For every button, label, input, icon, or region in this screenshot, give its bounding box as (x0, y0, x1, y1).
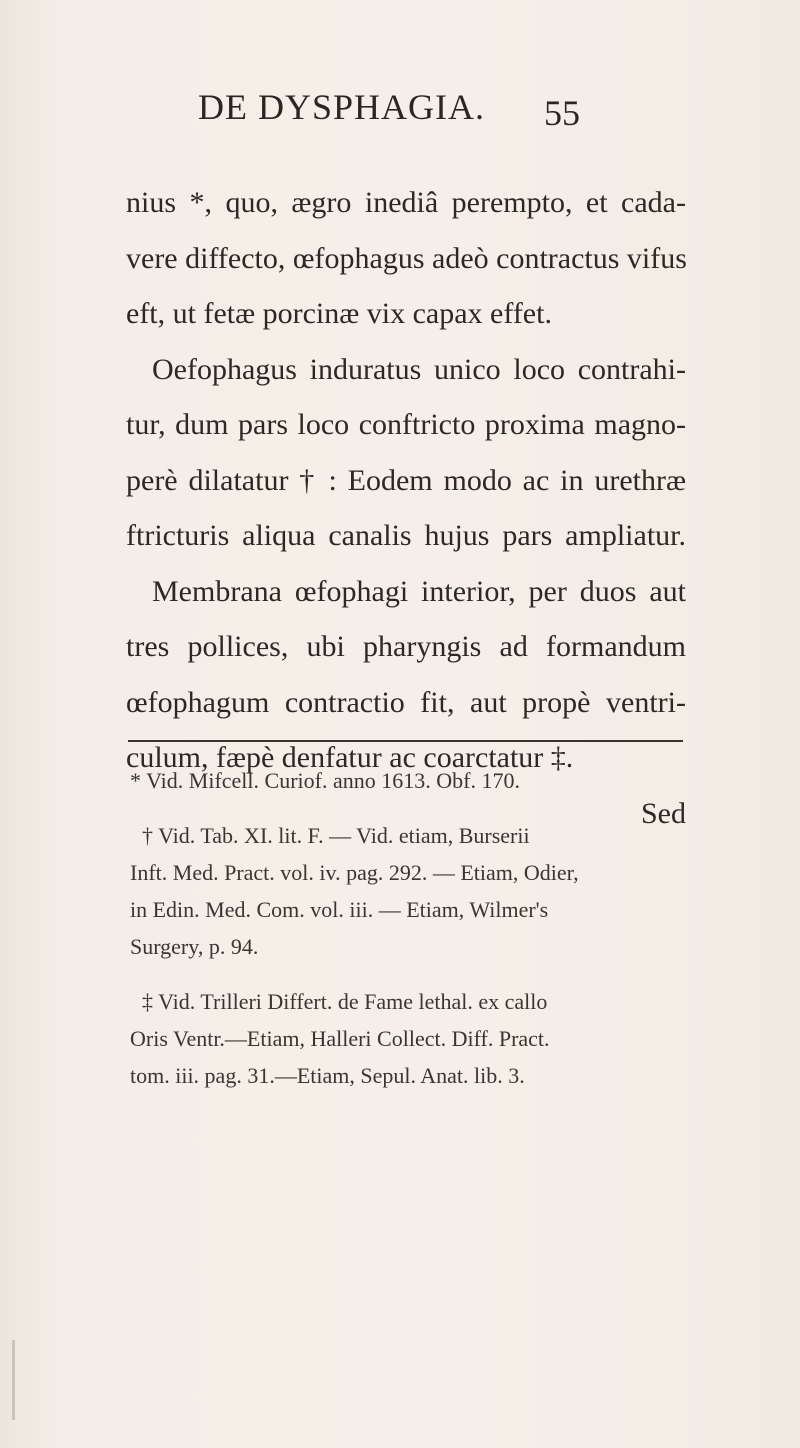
footnote (130, 817, 690, 965)
binding-shadow (12, 1340, 15, 1420)
text-line: œfophagum contractio fit, aut propè ventri- (126, 685, 686, 719)
text-line: perè dilatatur † : Eodem modo ac in urethræ (126, 463, 686, 497)
footnote-line: Inft. Med. Pract. vol. iv. pag. 292. — Etiam, Odier, (130, 860, 579, 885)
footnote-line: † Vid. Tab. XI. lit. F. — Vid. etiam, Burserii (142, 823, 530, 848)
text-line: eft, ut fetæ porcinæ vix capax effet. (126, 297, 552, 330)
footnotes (130, 762, 690, 1112)
text-line: Membrana œfophagi interior, per duos aut (152, 574, 686, 608)
footnote-line: Surgery, p. 94. (130, 934, 259, 959)
text-line: tres pollices, ubi pharyngis ad formandum (126, 630, 686, 663)
footnote (130, 983, 690, 1094)
text-line: tur, dum pars loco conftricto proxima magno- (126, 408, 686, 441)
footnote-rule (128, 740, 683, 742)
footnote-line: Oris Ventr.—Etiam, Halleri Collect. Diff. Pract. (130, 1026, 550, 1051)
text-line: culum, fæpè denfatur ac coarctatur ‡. (126, 741, 574, 774)
text-line: ftricturis aliqua canalis hujus pars ampliatur. (126, 519, 686, 552)
footnote-line: in Edin. Med. Com. vol. iii. — Etiam, Wilmer's (130, 897, 549, 922)
text-line: Oefophagus induratus unico loco contrahi- (152, 352, 686, 386)
text-line: nius *, quo, ægro inediâ perempto, et cada- (126, 186, 686, 219)
footnote (130, 762, 690, 799)
footnote-line: tom. iii. pag. 31.—Etiam, Sepul. Anat. lib. 3. (130, 1063, 525, 1088)
page-number: 55 (544, 93, 580, 133)
page-header (0, 86, 800, 133)
footnote-line: * Vid. Mifcell. Curiof. anno 1613. Obf. 170. (130, 768, 520, 793)
text-line: vere diffecto, œfophagus adeò contractus vifus (126, 241, 687, 275)
catchword: Sed (641, 796, 686, 830)
running-title: DE DYSPHAGIA. (198, 87, 486, 127)
footnote-line: ‡ Vid. Trilleri Differt. de Fame lethal. ex callo (142, 989, 548, 1014)
